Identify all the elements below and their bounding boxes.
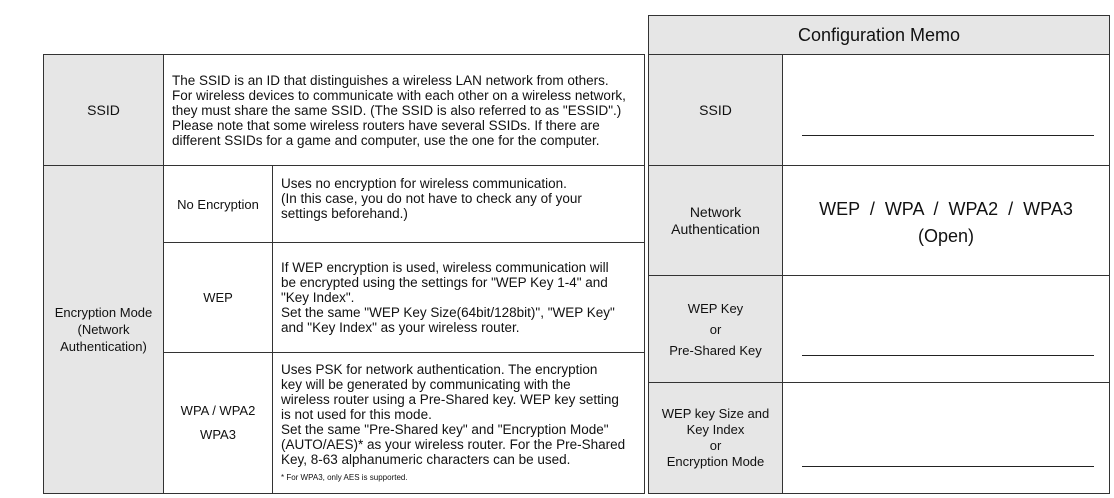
memo-size-label-line: WEP key Size and xyxy=(661,406,770,421)
memo-size-label-line: or xyxy=(709,438,722,453)
no-encryption-desc-line: Uses no encryption for wireless communication. xyxy=(281,176,567,191)
memo-ssid-label-cell xyxy=(648,54,783,166)
no-encryption-desc-line: settings beforehand.) xyxy=(281,206,408,221)
ssid-desc-line: For wireless devices to communicate with each other on a wireless network, xyxy=(172,87,626,103)
memo-size-label-line: Key Index xyxy=(686,422,745,437)
memo-key-label-cell xyxy=(648,275,783,383)
encryption-mode-label-line: Authentication) xyxy=(60,339,147,354)
memo-auth-open: (Open) xyxy=(917,226,975,246)
wep-description-cell xyxy=(272,242,645,353)
wpa-desc-line: key will be generated by communicating with the xyxy=(281,376,571,392)
ssid-desc-line: Please note that some wireless routers have several SSIDs. If there are xyxy=(172,117,600,133)
wep-desc-line: "Key Index". xyxy=(281,290,355,305)
wpa-desc-line: Key, 8-63 alphanumeric characters can be used. xyxy=(281,451,571,467)
wpa-desc-line: is not used for this mode. xyxy=(281,406,432,422)
ssid-label: SSID xyxy=(87,101,120,118)
ssid-desc-line: different SSIDs for a game and computer, use the one for the computer. xyxy=(172,132,600,148)
wpa-description-cell xyxy=(272,352,645,494)
wpa-desc-line: Uses PSK for network authentication. The encryption xyxy=(281,361,598,377)
wpa-label-line: WPA3 xyxy=(200,427,236,442)
memo-auth-value-cell[interactable] xyxy=(782,165,1110,276)
memo-auth-options: WEP / WPA / WPA2 / WPA3 xyxy=(819,199,1073,219)
no-encryption-label-cell xyxy=(163,165,273,243)
wep-desc-line: be encrypted using the settings for "WEP Key 1-4" and xyxy=(281,275,608,290)
memo-ssid-write-line xyxy=(802,135,1094,136)
memo-key-label-line: WEP Key xyxy=(687,300,744,316)
wep-label-cell xyxy=(163,242,273,353)
no-encryption-desc-line: (In this case, you do not have to check any of your xyxy=(281,191,582,206)
memo-size-label-line: Encryption Mode xyxy=(666,454,765,469)
ssid-desc-line: they must share the same SSID. (The SSID is also referred to as "ESSID".) xyxy=(172,102,622,118)
memo-key-value-cell[interactable] xyxy=(782,275,1110,383)
ssid-label-cell xyxy=(43,54,164,166)
memo-ssid-value-cell[interactable] xyxy=(782,54,1110,166)
memo-size-label-cell xyxy=(648,382,783,494)
wpa-label-cell xyxy=(163,352,273,494)
wpa-label-line: WPA / WPA2 xyxy=(180,403,256,418)
memo-auth-label-cell xyxy=(648,165,783,276)
wpa-desc-line: wireless router using a Pre-Shared key. WEP key setting xyxy=(281,391,619,407)
wep-label: WEP xyxy=(203,290,233,305)
memo-key-label-line: or xyxy=(709,321,722,337)
memo-auth-label-line: Authentication xyxy=(671,220,760,237)
memo-size-value-cell[interactable] xyxy=(782,382,1110,494)
no-encryption-description-cell xyxy=(272,165,645,243)
wpa-desc-line: (AUTO/AES)* as your wireless router. For the Pre-Shared xyxy=(281,436,626,452)
memo-title: Configuration Memo xyxy=(797,24,961,45)
memo-ssid-label: SSID xyxy=(699,101,732,118)
memo-key-label-line: Pre-Shared Key xyxy=(669,342,762,358)
no-encryption-label: No Encryption xyxy=(177,196,259,212)
wpa-footnote: * For WPA3, only AES is supported. xyxy=(281,472,408,482)
encryption-mode-label-line: Encryption Mode xyxy=(54,305,153,320)
encryption-mode-label-cell xyxy=(43,165,164,494)
ssid-desc-line: The SSID is an ID that distinguishes a wireless LAN network from others. xyxy=(172,72,609,88)
wpa-desc-line: Set the same "Pre-Shared key" and "Encryption Mode" xyxy=(281,421,609,437)
memo-title-cell xyxy=(648,15,1110,55)
memo-key-write-line xyxy=(802,355,1094,356)
wep-desc-line: Set the same "WEP Key Size(64bit/128bit)", "WEP Key" xyxy=(281,305,615,320)
memo-size-write-line xyxy=(802,466,1094,467)
wep-desc-line: and "Key Index" as your wireless router. xyxy=(281,320,520,335)
encryption-mode-label-line: (Network xyxy=(77,322,130,337)
ssid-description-cell xyxy=(163,54,645,166)
wep-desc-line: If WEP encryption is used, wireless communication will xyxy=(281,260,609,275)
memo-auth-label-line: Network xyxy=(689,203,742,220)
